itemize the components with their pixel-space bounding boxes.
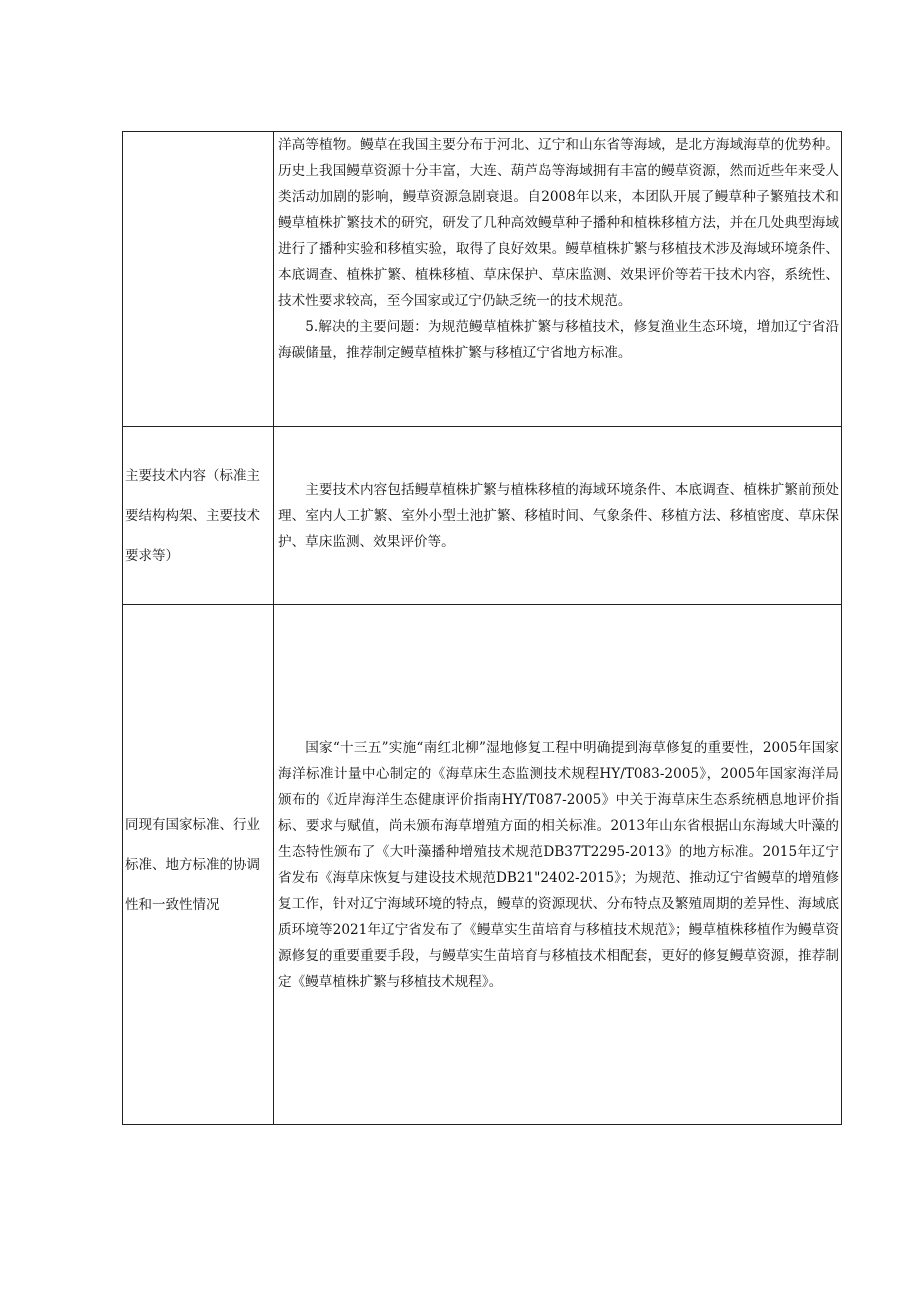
- main-problem-paragraph: 5.解决的主要问题：为规范鳗草植株扩繁与移植技术，修复渔业生态环境，增加辽宁省沿海碳储量，推荐制定鳗草植株扩繁与移植辽宁省地方标准。: [278, 319, 839, 361]
- table-row-background: [123, 132, 842, 427]
- row-label-coordination: 同现有国家标准、行业标准、地方标准的协调性和一致性情况: [123, 605, 274, 1125]
- technical-content-paragraph: 主要技术内容包括鳗草植株扩繁与植株移植的海域环境条件、本底调查、植株扩繁前预处理、室内人工扩繁、室外小型土池扩繁、移植时间、气象条件、移植方法、移植密度、草床保护、草床监测、效果评价等。: [278, 481, 839, 550]
- background-content-cell: [274, 132, 842, 427]
- table-row-technical-content: [123, 427, 842, 605]
- coordination-content-cell: [274, 605, 842, 1125]
- background-paragraph: 洋高等植物。鳗草在我国主要分布于河北、辽宁和山东省等海域，是北方海域海草的优势种。历史上我国鳗草资源十分丰富，大连、葫芦岛等海域拥有丰富的鳗草资源，然而近些年来受人类活动加剧的影响，鳗草资源急剧衰退。自2008年以来，本团队开展了鳗草种子繁殖技术和鳗草植株扩繁技术的研究，研发了几种高效鳗草种子播种和植株移植方法，并在几处典型海域进行了播种实验和移植实验，取得了良好效果。鳗草植株扩繁与移植技术涉及海域环境条件、本底调查、植株扩繁、植株移植、草床保护、草床监测、效果评价等若干技术内容，系统性、技术性要求较高，至今国家或辽宁仍缺乏统一的技术规范。: [278, 137, 839, 309]
- coordination-paragraph: 国家“十三五”实施“南红北柳”湿地修复工程中明确提到海草修复的重要性，2005年国家海洋标准计量中心制定的《海草床生态监测技术规程HY/T083-2005》，2005年国家海洋局颁布的《近岸海洋生态健康评价指南HY/T087-2005》中关于海草床生态系统栖息地评价指标、要求与赋值，尚未颁布海草增殖方面的相关标准。2013年山东省根据山东海域大叶藻的生态特性颁布了《大叶藻播种增殖技术规范DB37T2295-2013》的地方标准。2015年辽宁省发布《海草床恢复与建设技术规范DB21"2402-2015》；为规范、推动辽宁省鳗草的增殖修复工作，针对辽宁海域环境的特点，鳗草的资源现状、分布特点及繁殖周期的差异性、海域底质环境等2021年辽宁省发布了《鳗草实生苗培育与移植技术规范》；鳗草植株移植作为鳗草资源修复的重要重要手段，与鳗草实生苗培育与移植技术相配套，更好的修复鳗草资源，推荐制定《鳗草植株扩繁与移植技术规程》。: [278, 739, 839, 990]
- standard-proposal-table: [122, 131, 842, 1125]
- table-row-coordination: [123, 605, 842, 1125]
- technical-content-cell: [274, 427, 842, 605]
- row-label-empty: [123, 132, 274, 427]
- row-label-technical-content: 主要技术内容（标准主要结构构架、主要技术要求等）: [123, 427, 274, 605]
